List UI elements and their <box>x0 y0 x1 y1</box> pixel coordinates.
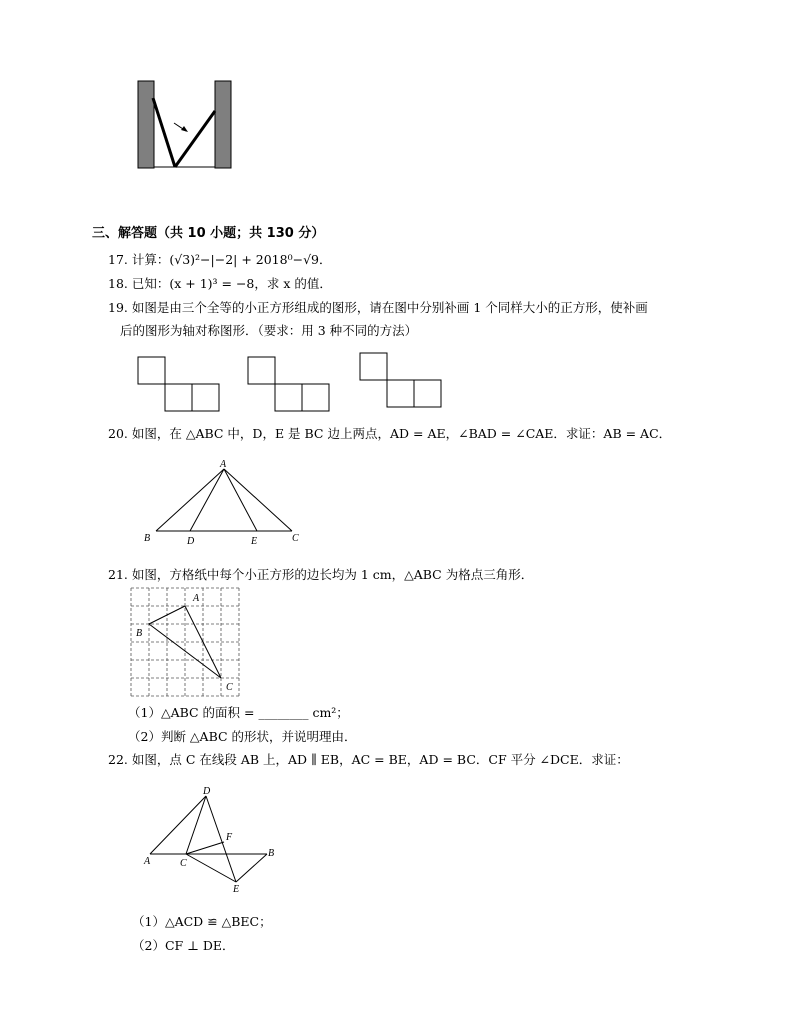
question-22-part2: （2）CF ⊥ DE． <box>132 938 235 953</box>
ladder-right <box>175 111 215 167</box>
squares-figure-2 <box>248 357 329 411</box>
question-21-part2: （2）判断 △ABC 的形状，并说明理由． <box>128 729 357 744</box>
segment-ae <box>224 469 257 531</box>
question-22: 22. 如图，点 C 在线段 AB 上，AD ∥ EB，AC = BE，AD = BC．CF 平分 ∠DCE．求证： <box>108 752 629 767</box>
label-e: E <box>233 884 240 895</box>
wall-ladder-figure <box>136 78 236 170</box>
section-heading: 三、解答题（共 10 小题；共 130 分） <box>92 226 325 241</box>
side-ab <box>156 469 224 531</box>
segment-cd <box>186 796 206 854</box>
squares-figure-3 <box>360 353 441 407</box>
question-22-part1: （1）△ACD ≌ △BEC； <box>132 914 272 929</box>
grid-label-a: A <box>193 593 200 604</box>
figure-22 <box>140 782 290 898</box>
grid-label-c: C <box>226 682 233 693</box>
label-b: B <box>144 533 151 544</box>
segment-ce <box>186 854 236 882</box>
question-21: 21. 如图，方格纸中每个小正方形的边长均为 1 cm，△ABC 为格点三角形． <box>108 567 534 582</box>
arrow-head <box>181 126 188 132</box>
question-17: 17. 计算：(√3)²−|−2| + 2018⁰−√9． <box>108 252 332 267</box>
segment-cf <box>186 842 224 854</box>
question-20: 20. 如图，在 △ABC 中，D，E 是 BC 边上两点，AD = AE，∠BAD = ∠CAE．求证：AB = AC． <box>108 426 672 441</box>
question-19-line2: 后的图形为轴对称图形．（要求：用 3 种不同的方法） <box>120 323 418 338</box>
label-d: D <box>203 786 211 797</box>
squares-figures <box>136 350 456 416</box>
grid-triangle-abc <box>149 606 221 678</box>
label-b: B <box>268 848 275 859</box>
grid-label-b: B <box>136 628 143 639</box>
side-ac <box>224 469 292 531</box>
segment-ad <box>150 796 206 854</box>
label-a: A <box>220 459 227 470</box>
ladder-left <box>153 98 175 167</box>
triangle-abc-figure <box>140 456 310 548</box>
left-wall <box>138 81 154 168</box>
question-18: 18. 已知：(x + 1)³ = −8，求 x 的值． <box>108 276 332 291</box>
label-a: A <box>144 856 151 867</box>
label-f: F <box>226 832 233 843</box>
right-wall <box>215 81 231 168</box>
segment-eb <box>236 854 267 882</box>
segment-ad <box>190 469 224 531</box>
label-d: D <box>187 536 195 547</box>
question-19-line1: 19. 如图是由三个全等的小正方形组成的图形，请在图中分别补画 1 个同样大小的正方形，使补画 <box>108 300 648 315</box>
label-e: E <box>251 536 258 547</box>
label-c: C <box>180 858 187 869</box>
squares-figure-1 <box>138 357 219 411</box>
question-21-part1: （1）△ABC 的面积 = ________ cm²； <box>128 705 349 720</box>
label-c: C <box>292 533 299 544</box>
grid-triangle-figure <box>126 584 252 700</box>
